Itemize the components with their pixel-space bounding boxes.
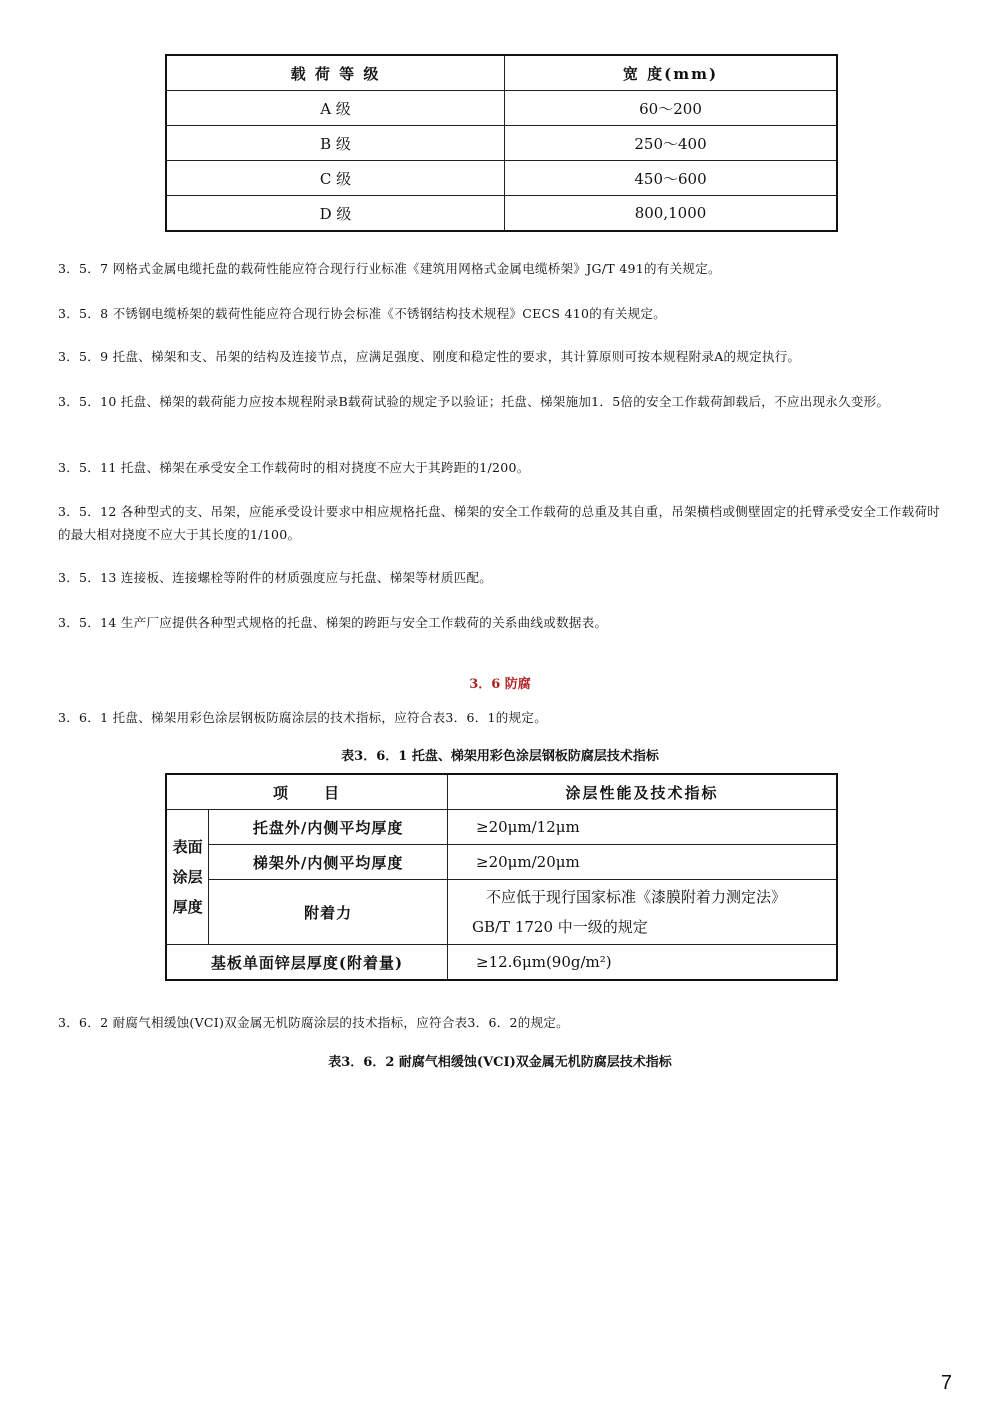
row-label: 托盘外/内侧平均厚度 (209, 810, 448, 845)
table-row (166, 126, 837, 161)
table-3-6-1-caption: 表3．6．1 托盘、梯架用彩色涂层钢板防腐层技术指标 (341, 749, 659, 764)
grade-cell: C 级 (166, 161, 505, 196)
row-value: ≥20μm/12μm (448, 810, 838, 845)
width-cell: 250～400 (505, 126, 838, 161)
clause-3-5-13: 3．5．13 连接板、连接螺栓等附件的材质强度应与托盘、梯架等材质匹配。 (58, 570, 493, 585)
grade-cell: D 级 (166, 196, 505, 232)
grade-cell: A 级 (166, 91, 505, 126)
clause-3-5-8: 3．5．8 不锈钢电缆桥架的载荷性能应符合现行协会标准《不锈钢结构技术规程》CECS 410的有关规定。 (58, 306, 667, 321)
width-cell: 450～600 (505, 161, 838, 196)
clause-3-6-2: 3．6．2 耐腐气相缓蚀(VCI)双金属无机防腐涂层的技术指标，应符合表3．6．2的规定。 (58, 1015, 569, 1030)
clause-3-6-1: 3．6．1 托盘、梯架用彩色涂层钢板防腐涂层的技术指标，应符合表3．6．1的规定。 (58, 710, 547, 725)
width-cell: 800,1000 (505, 196, 838, 232)
table-row (166, 161, 837, 196)
row-value-line: GB/T 1720 中一级的规定 (472, 918, 648, 936)
header-width: 宽 度(mm) (505, 55, 838, 91)
clause-3-5-7: 3．5．7 网格式金属电缆托盘的载荷性能应符合现行行业标准《建筑用网格式金属电缆桥架》JG/T 491的有关规定。 (58, 261, 721, 276)
header-load-grade: 载 荷 等 级 (166, 55, 505, 91)
table-row (166, 845, 837, 880)
row-value (448, 880, 838, 945)
row-value: ≥20μm/20μm (448, 845, 838, 880)
width-cell: 60～200 (505, 91, 838, 126)
row-value: ≥12.6μm(90g/m²) (448, 945, 838, 981)
coating-spec-table (165, 773, 838, 981)
row-label: 梯架外/内侧平均厚度 (209, 845, 448, 880)
row-value-line: 不应低于现行国家标准《漆膜附着力测定法》 (486, 888, 787, 906)
group-label-cell (166, 810, 209, 945)
grade-cell: B 级 (166, 126, 505, 161)
table-row (166, 91, 837, 126)
load-grade-table (165, 54, 838, 232)
group-label-line: 厚度 (172, 898, 203, 916)
clause-3-5-14: 3．5．14 生产厂应提供各种型式规格的托盘、梯架的跨距与安全工作载荷的关系曲线或数据表。 (58, 615, 608, 630)
table-header-row (166, 55, 837, 91)
group-label-line: 涂层 (172, 868, 203, 886)
header-item: 项 目 (166, 774, 448, 810)
table-row (166, 880, 837, 945)
row-label: 基板单面锌层厚度(附着量) (166, 945, 448, 981)
header-value: 涂层性能及技术指标 (448, 774, 838, 810)
clause-3-5-10: 3．5．10 托盘、梯架的载荷能力应按本规程附录B载荷试验的规定予以验证；托盘、梯架施加1．5倍的安全工作载荷卸载后，不应出现永久变形。 (58, 394, 890, 409)
table-3-6-2-caption: 表3．6．2 耐腐气相缓蚀(VCI)双金属无机防腐层技术指标 (328, 1055, 672, 1070)
table-row (166, 810, 837, 845)
clause-3-5-12: 3．5．12 各种型式的支、吊架，应能承受设计要求中相应规格托盘、梯架的安全工作载荷的总重及其自重，吊架横档或侧壁固定的托臂承受安全工作载荷时的最大相对挠度不应大于其长度的1/100。 (58, 504, 941, 542)
table-row (166, 196, 837, 232)
clause-3-5-9: 3．5．9 托盘、梯架和支、吊架的结构及连接节点，应满足强度、刚度和稳定性的要求，其计算原则可按本规程附录A的规定执行。 (58, 349, 801, 364)
clause-3-5-11: 3．5．11 托盘、梯架在承受安全工作载荷时的相对挠度不应大于其跨距的1/200。 (58, 460, 530, 475)
group-label-line: 表面 (172, 838, 203, 856)
table-row (166, 945, 837, 981)
section-title: 3．6 防腐 (469, 677, 531, 692)
page-number: 7 (940, 1372, 952, 1394)
table-header-row (166, 774, 837, 810)
row-label: 附着力 (209, 880, 448, 945)
